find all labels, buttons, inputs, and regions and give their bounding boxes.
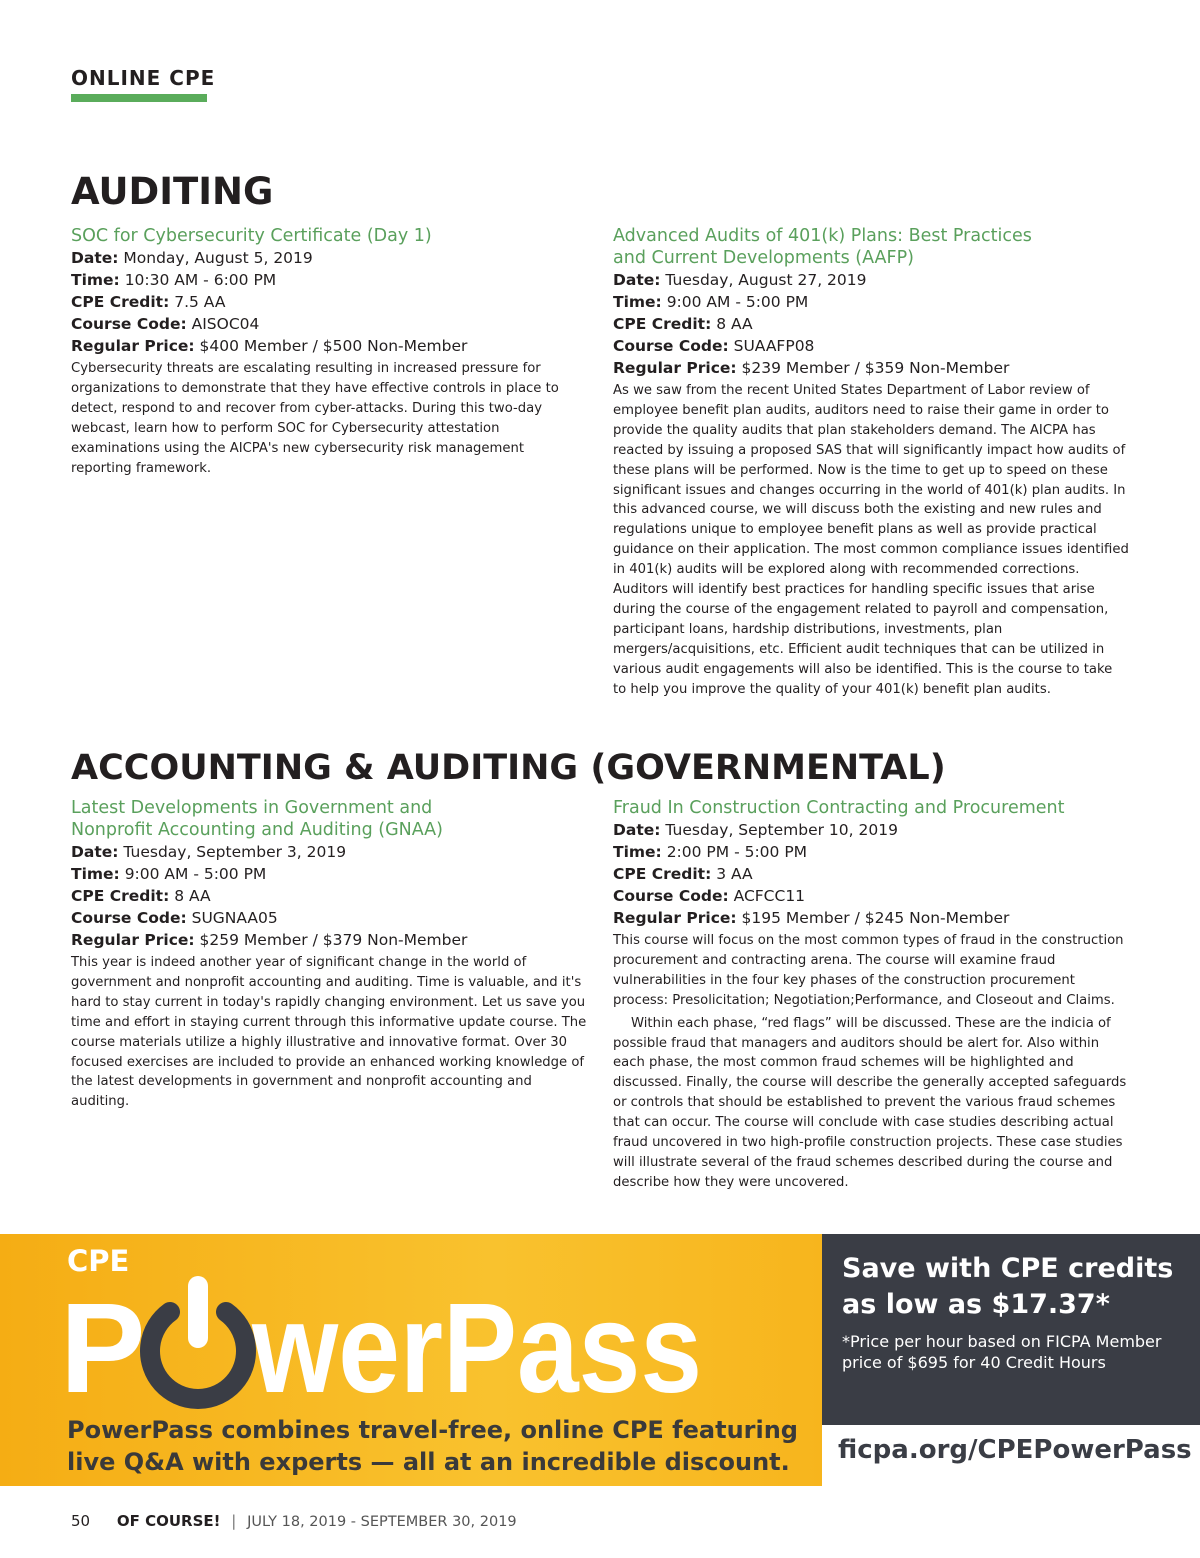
course-date: Date: Tuesday, August 27, 2019 [613, 271, 867, 289]
page-number: 50 [71, 1512, 91, 1530]
course-code: Course Code: AISOC04 [71, 315, 260, 333]
svg-text:P: P [60, 1277, 146, 1414]
page-footer [71, 1512, 517, 1530]
publication-dates: JULY 18, 2019 - SEPTEMBER 30, 2019 [247, 1514, 517, 1530]
course-credit: CPE Credit: 3 AA [613, 865, 753, 883]
course-credit: CPE Credit: 7.5 AA [71, 293, 226, 311]
course-date: Date: Tuesday, September 10, 2019 [613, 821, 898, 839]
course-description: This course will focus on the most common types of fraud in the construction procurement and contracting arena. The course will examine fraud vulnerabilities in the four key phases of the construction procurement process: Presolicitation; Negotiation;Performance, and Closeout and Claims. [613, 933, 1124, 1008]
course-title: SOC for Cybersecurity Certificate (Day 1) [71, 226, 432, 246]
savings-headline: Save with CPE credits as low as $17.37* [842, 1253, 1174, 1320]
course-credit: CPE Credit: 8 AA [71, 887, 211, 905]
banner-offer-panel [822, 1234, 1200, 1486]
course-time: Time: 9:00 AM - 5:00 PM [71, 865, 267, 883]
section-kicker: ONLINE CPE [71, 66, 216, 90]
course-description: This year is indeed another year of significant change in the world of government and nonprofit accounting and auditing. Time is valuable, and it's hard to stay current in today's rapidly changing environment. Let us save you time and effort in staying current through this informative update course. The course materials utilize a highly illustrative and innovative format. Over 30 focused exercises are included to provide an enhanced working knowledge of the latest developments in government and nonprofit accounting and auditing. [71, 955, 587, 1110]
course-title: Advanced Audits of 401(k) Plans: Best Practices and Current Developments (AAFP) [613, 226, 1032, 268]
footer-separator: | [231, 1512, 237, 1530]
powerpass-url-link[interactable]: ficpa.org/CPEPowerPass [838, 1435, 1192, 1465]
price-footnote: *Price per hour based on FICPA Member price of $695 for 40 Credit Hours [842, 1332, 1162, 1372]
cpe-label: CPE [67, 1244, 130, 1278]
course-description: As we saw from the recent United States Department of Labor review of employee benefit plan audits, auditors need to raise their game in order to provide the quality audits that plan stakeholders demand. The AICPA has reacted by issuing a proposed SAS that will significantly impact how audits of these plans will be performed. Now is the time to get up to speed on these significant issues and changes occurring in the world of 401(k) plan audits. In this advanced course, we will discuss both the existing and new rules and regulations unique to employee benefit plans as well as provide practical guidance on their application. The most common compliance issues identified in 401(k) audits will be explored along with recommended corrections. Auditors will identify best practices for handling specific issues that arise during the course of the engagement related to payroll and compensation, participant loans, hardship distributions, investments, plan mergers/acquisitions, etc. Efficient audit techniques that can be utilized in various audit engagements will also be identified. This is the course to take to help you improve the quality of your 401(k) benefit plan audits. [613, 383, 1129, 697]
publication-name: OF COURSE! [116, 1512, 221, 1530]
course-description-continued: Within each phase, “red flags” will be discussed. These are the indicia of possible fraud that managers and auditors should be alert for. Also within each phase, the most common fraud schemes will be highlighted and discussed. Finally, the course will describe the generally accepted safeguards or controls that should be established to prevent the various fraud schemes that can occur. The course will conclude with case studies describing actual fraud uncovered in two high-profile construction projects. These case studies will illustrate several of the fraud schemes described during the course and describe how they were uncovered. [613, 1015, 1127, 1190]
course-date: Date: Tuesday, September 3, 2019 [71, 843, 347, 861]
course-card [71, 797, 587, 1112]
banner-promo-panel [0, 1234, 822, 1486]
section-title-governmental: ACCOUNTING & AUDITING (GOVERNMENTAL) [71, 748, 946, 788]
course-price: Regular Price: $239 Member / $359 Non-Member [613, 359, 1010, 377]
course-card [613, 225, 1129, 700]
section-title-auditing: AUDITING [71, 170, 274, 213]
course-title: Latest Developments in Government and Nonprofit Accounting and Auditing (GNAA) [71, 798, 443, 840]
course-code: Course Code: SUAAFP08 [613, 337, 815, 355]
course-price: Regular Price: $259 Member / $379 Non-Member [71, 931, 468, 949]
course-card [613, 797, 1129, 1193]
url-box[interactable] [822, 1420, 1200, 1486]
power-symbol-icon [150, 1286, 246, 1399]
course-price: Regular Price: $400 Member / $500 Non-Member [71, 337, 468, 355]
course-time: Time: 10:30 AM - 6:00 PM [71, 271, 277, 289]
course-time: Time: 2:00 PM - 5:00 PM [613, 843, 808, 861]
powerpass-banner [0, 1234, 1200, 1486]
banner-tagline: PowerPass combines travel-free, online CPE featuring live Q&A with experts — all at an incredible discount. [67, 1416, 798, 1476]
powerpass-logo [60, 1274, 720, 1414]
course-date: Date: Monday, August 5, 2019 [71, 249, 313, 267]
course-description: Cybersecurity threats are escalating resulting in increased pressure for organizations to demonstrate that they have effective controls in place to detect, respond to and recover from cyber-attacks. During this two-day webcast, learn how to perform SOC for Cybersecurity attestation examinations using the AICPA's new cybersecurity risk management reporting framework. [71, 361, 559, 476]
course-credit: CPE Credit: 8 AA [613, 315, 753, 333]
svg-text:werPass: werPass [251, 1277, 702, 1414]
course-time: Time: 9:00 AM - 5:00 PM [613, 293, 809, 311]
kicker-underline [71, 94, 207, 102]
course-card [71, 225, 587, 478]
course-title: Fraud In Construction Contracting and Procurement [613, 798, 1065, 818]
course-code: Course Code: ACFCC11 [613, 887, 806, 905]
course-code: Course Code: SUGNAA05 [71, 909, 278, 927]
course-price: Regular Price: $195 Member / $245 Non-Member [613, 909, 1010, 927]
